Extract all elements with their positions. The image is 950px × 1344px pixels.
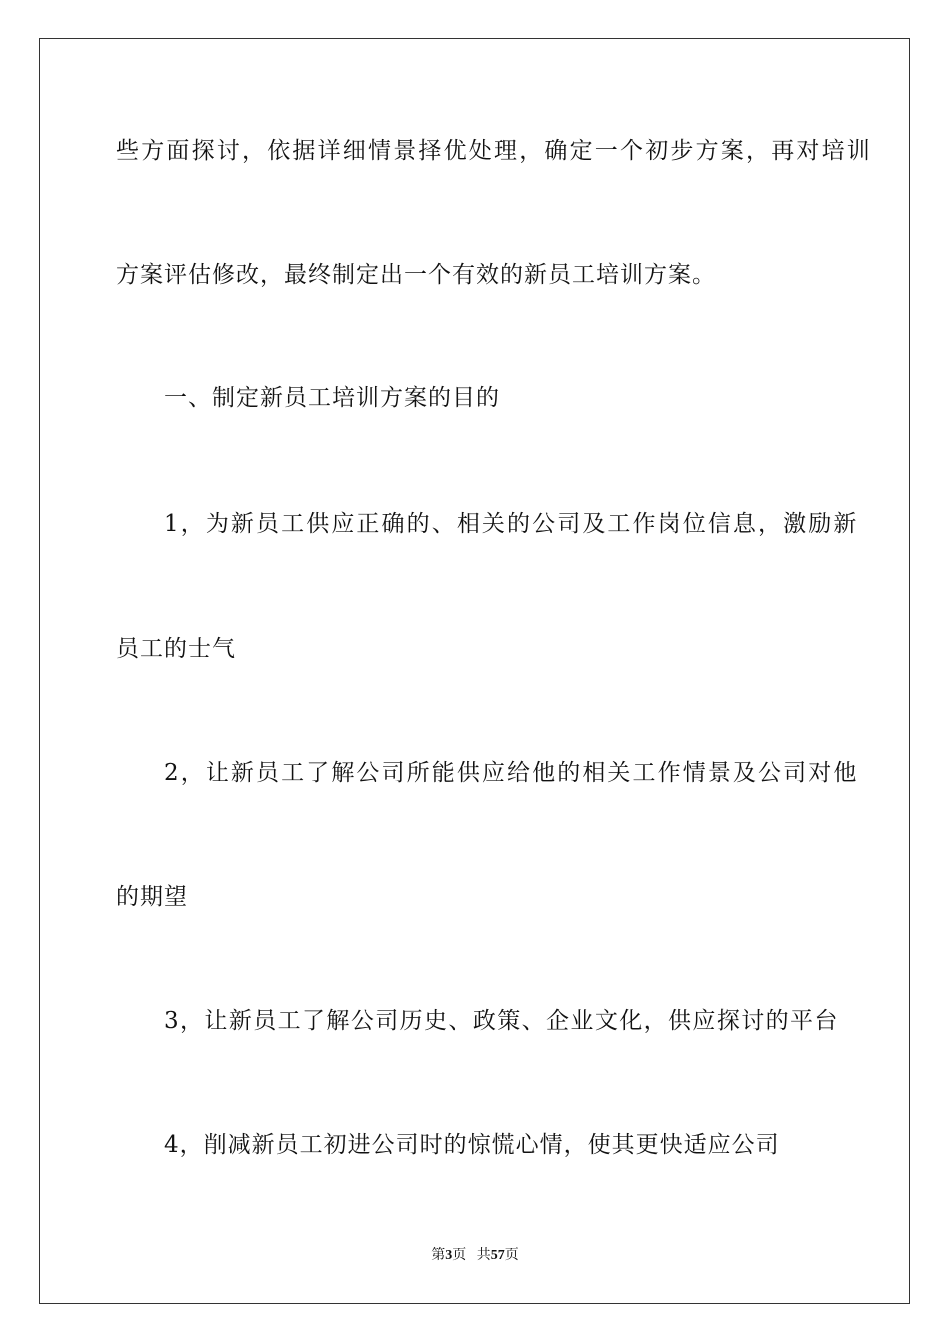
paragraph-line: 些方面探讨，依据详细情景择优处理，确定一个初步方案，再对培训 — [116, 138, 872, 164]
paragraph-line: 方案评估修改，最终制定出一个有效的新员工培训方案。 — [116, 262, 716, 288]
page-border — [39, 38, 910, 1304]
page-suffix: 页 — [452, 1248, 467, 1263]
list-item: 4，削减新员工初进公司时的惊慌心情，使其更快适应公司 — [164, 1132, 780, 1158]
list-item: 1，为新员工供应正确的、相关的公司及工作岗位信息，激励新 — [164, 511, 859, 537]
list-item-continuation: 员工的士气 — [116, 636, 236, 662]
page-footer — [0, 1247, 950, 1265]
total-prefix: 共 — [476, 1248, 491, 1263]
list-item: 2，让新员工了解公司所能供应给他的相关工作情景及公司对他 — [164, 760, 859, 786]
section-heading: 一、制定新员工培训方案的目的 — [164, 385, 500, 411]
list-item-continuation: 的期望 — [116, 884, 188, 910]
list-item: 3，让新员工了解公司历史、政策、企业文化，供应探讨的平台 — [164, 1008, 839, 1034]
page-number: 3 — [445, 1248, 453, 1263]
total-suffix: 页 — [504, 1248, 519, 1263]
total-pages: 57 — [490, 1248, 505, 1263]
page-prefix: 第 — [431, 1248, 446, 1263]
